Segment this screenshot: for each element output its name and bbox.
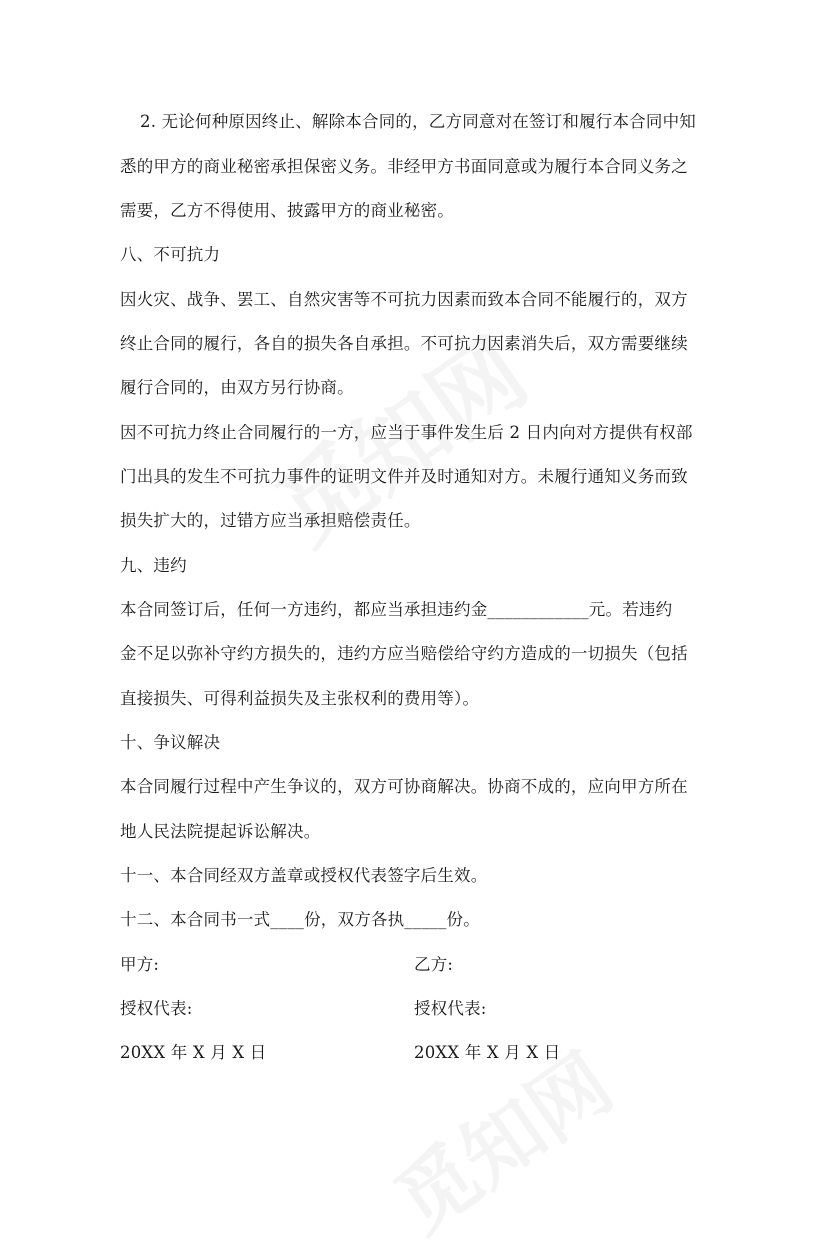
party-b-label: 乙方: — [414, 955, 454, 974]
party-b-date: 20XX 年 X 月 X 日 — [414, 1043, 561, 1062]
clause-12: 十二、本合同书一式____份，双方各执_____份。 — [120, 910, 480, 929]
breach-line-2: 金不足以弥补守约方损失的，违约方应当赔偿给守约方造成的一切损失（包括 — [120, 644, 688, 663]
party-b-rep: 授权代表: — [414, 999, 487, 1018]
party-a-label: 甲方: — [120, 955, 160, 974]
dispute-line-2: 地人民法院提起诉讼解决。 — [120, 822, 321, 841]
dispute-line-1: 本合同履行过程中产生争议的，双方可协商解决。协商不成的，应向甲方所在 — [120, 777, 688, 796]
force-majeure-p1-line-3: 履行合同的，由双方另行协商。 — [120, 378, 354, 397]
party-a-date: 20XX 年 X 月 X 日 — [120, 1043, 267, 1062]
section-heading-dispute: 十、争议解决 — [120, 733, 221, 752]
force-majeure-p1-line-2: 终止合同的履行，各自的损失各自承担。不可抗力因素消失后，双方需要继续 — [120, 334, 688, 353]
force-majeure-p2-line-3: 损失扩大的，过错方应当承担赔偿责任。 — [120, 511, 421, 530]
clause-7-2-line-3: 需要，乙方不得使用、披露甲方的商业秘密。 — [120, 201, 454, 220]
breach-line-3: 直接损失、可得利益损失及主张权利的费用等）。 — [120, 689, 480, 708]
clause-11: 十一、本合同经双方盖章或授权代表签字后生效。 — [120, 866, 488, 885]
force-majeure-p2-line-1: 因不可抗力终止合同履行的一方，应当于事件发生后 2 日内向对方提供有权部 — [120, 423, 693, 442]
force-majeure-p1-line-1: 因火灾、战争、罢工、自然灾害等不可抗力因素而致本合同不能履行的，双方 — [120, 290, 688, 309]
force-majeure-p2-line-2: 门出具的发生不可抗力事件的证明文件并及时通知对方。未履行通知义务而致 — [120, 467, 688, 486]
section-heading-force-majeure: 八、不可抗力 — [120, 245, 221, 264]
clause-7-2-line-1: 2. 无论何种原因终止、解除本合同的，乙方同意对在签订和履行本合同中知 — [140, 112, 696, 131]
section-heading-breach: 九、违约 — [120, 556, 187, 575]
breach-line-1: 本合同签订后，任何一方违约，都应当承担违约金____________元。若违约 — [120, 600, 673, 619]
party-a-rep: 授权代表: — [120, 999, 193, 1018]
clause-7-2-line-2: 悉的甲方的商业秘密承担保密义务。非经甲方书面同意或为履行本合同义务之 — [120, 157, 688, 176]
